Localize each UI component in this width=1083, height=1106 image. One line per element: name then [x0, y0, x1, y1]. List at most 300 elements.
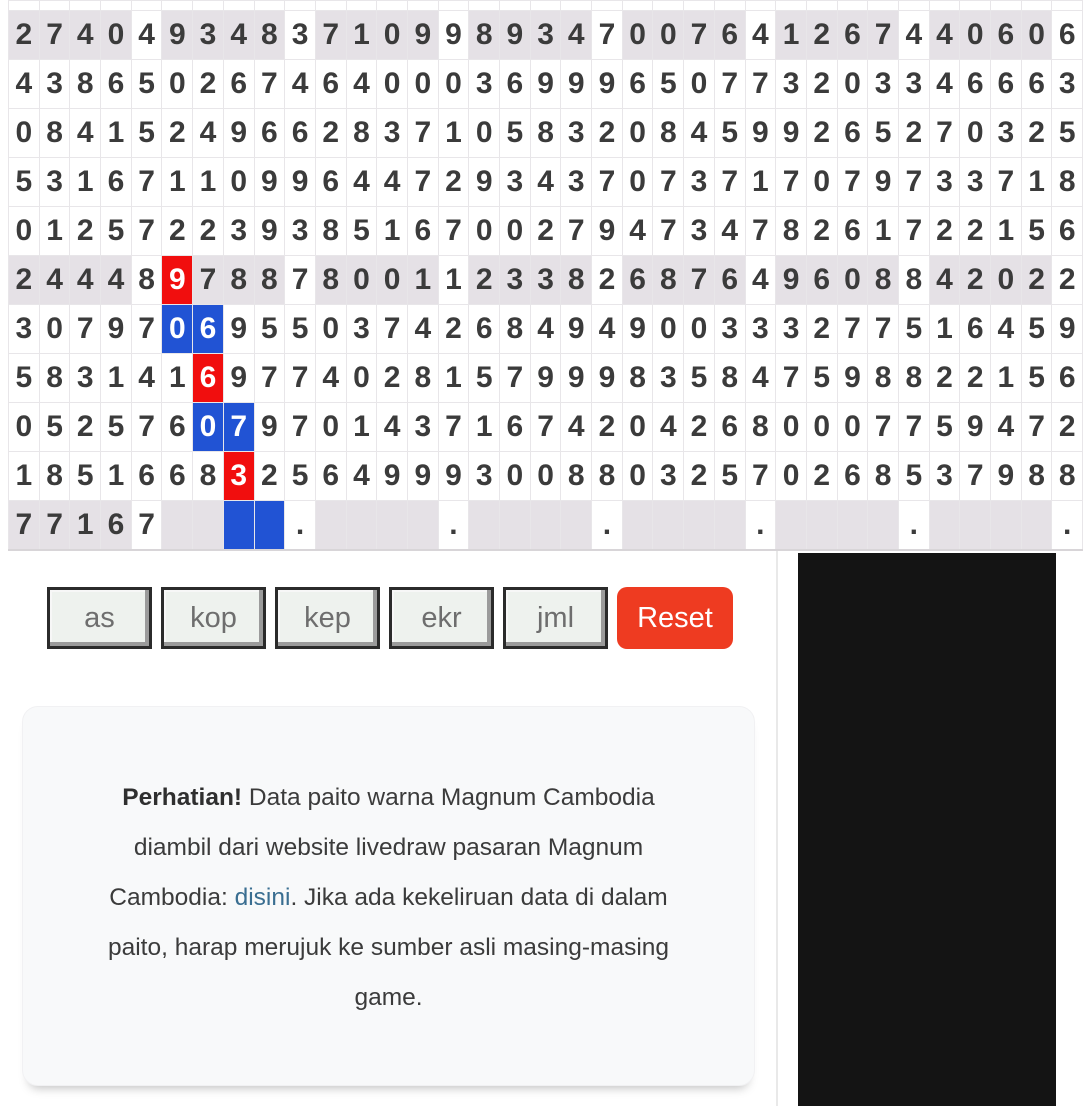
grid-cell: 0	[684, 60, 715, 109]
grid-cell: 3	[285, 207, 316, 256]
grid-cell: 6	[1021, 60, 1052, 109]
grid-cell	[929, 501, 960, 551]
grid-cell: 8	[193, 452, 224, 501]
grid-cell: 0	[39, 305, 70, 354]
grid-cell: 4	[193, 109, 224, 158]
grid-cell: 3	[469, 452, 500, 501]
grid-cell	[162, 501, 193, 551]
grid-cell: 0	[622, 158, 653, 207]
grid-cell	[714, 1, 745, 11]
grid-cell: 1	[70, 501, 101, 551]
grid-cell: 3	[960, 158, 991, 207]
grid-cell: 6	[622, 60, 653, 109]
grid-cell: 4	[285, 60, 316, 109]
reset-button[interactable]: Reset	[617, 587, 733, 649]
bottom-section	[0, 551, 1056, 1106]
grid-cell: 3	[469, 60, 500, 109]
grid-cell: 8	[1052, 452, 1083, 501]
grid-cell: 0	[1021, 11, 1052, 60]
grid-cell: 1	[162, 158, 193, 207]
grid-cell: 4	[929, 60, 960, 109]
grid-cell: 8	[70, 60, 101, 109]
disini-link[interactable]: disini	[234, 884, 291, 911]
grid-cell	[653, 501, 684, 551]
filter-ekr-button[interactable]: ekr	[389, 587, 494, 649]
grid-cell: 7	[39, 11, 70, 60]
grid-cell: 3	[193, 11, 224, 60]
grid-cell: 6	[1052, 11, 1083, 60]
grid-cell: 6	[500, 60, 531, 109]
grid-cell: 0	[837, 256, 868, 305]
grid-cell: 7	[745, 60, 776, 109]
grid-cell	[561, 1, 592, 11]
grid-cell: 9	[377, 452, 408, 501]
grid-row	[9, 452, 1083, 501]
grid-cell: 7	[315, 11, 346, 60]
grid-cell: 3	[776, 305, 807, 354]
grid-cell: 8	[469, 11, 500, 60]
grid-cell: 8	[714, 354, 745, 403]
grid-cell: 0	[776, 452, 807, 501]
grid-cell: 3	[991, 109, 1022, 158]
grid-cell: 4	[315, 354, 346, 403]
grid-cell: 3	[653, 452, 684, 501]
grid-cell: 4	[377, 403, 408, 452]
grid-cell: 2	[70, 403, 101, 452]
grid-cell	[960, 501, 991, 551]
grid-cell	[1021, 501, 1052, 551]
grid-cell: 9	[438, 11, 469, 60]
grid-cell: 3	[530, 256, 561, 305]
grid-cell: 3	[346, 305, 377, 354]
grid-cell: 3	[561, 109, 592, 158]
grid-cell: 7	[193, 256, 224, 305]
grid-cell: 3	[39, 60, 70, 109]
grid-row	[9, 11, 1083, 60]
grid-cell: 8	[315, 256, 346, 305]
grid-cell: 9	[530, 354, 561, 403]
grid-cell: 1	[438, 354, 469, 403]
grid-cell: 9	[254, 403, 285, 452]
grid-cell: .	[898, 501, 929, 551]
grid-cell: 0	[837, 403, 868, 452]
grid-cell: 6	[101, 158, 132, 207]
grid-cell: 9	[991, 452, 1022, 501]
grid-cell: 5	[254, 305, 285, 354]
grid-cell: 0	[806, 403, 837, 452]
grid-cell: 7	[131, 305, 162, 354]
grid-cell: 2	[806, 452, 837, 501]
grid-cell: 3	[530, 11, 561, 60]
grid-cell: 7	[131, 501, 162, 551]
grid-cell: 7	[9, 501, 40, 551]
grid-cell: 1	[377, 207, 408, 256]
grid-cell: 9	[837, 354, 868, 403]
grid-cell: 2	[1021, 256, 1052, 305]
grid-cell: 6	[837, 11, 868, 60]
grid-cell: 9	[561, 305, 592, 354]
grid-cell: 9	[469, 158, 500, 207]
grid-cell: 8	[653, 109, 684, 158]
grid-cell: 8	[1052, 158, 1083, 207]
grid-cell: 6	[1052, 354, 1083, 403]
grid-cell: 0	[407, 60, 438, 109]
grid-cell: 2	[806, 305, 837, 354]
grid-cell: 4	[991, 305, 1022, 354]
grid-cell: 6	[1052, 207, 1083, 256]
grid-cell: 4	[714, 207, 745, 256]
grid-cell: 7	[285, 354, 316, 403]
grid-cell	[377, 1, 408, 11]
grid-cell: 6	[469, 305, 500, 354]
grid-cell: 9	[223, 354, 254, 403]
filter-buttons	[47, 587, 776, 649]
grid-cell: 3	[929, 158, 960, 207]
grid-cell: 9	[162, 256, 193, 305]
grid-cell: 7	[254, 354, 285, 403]
grid-cell: 2	[438, 158, 469, 207]
grid-cell: 9	[223, 305, 254, 354]
grid-cell: 4	[622, 207, 653, 256]
grid-cell: 7	[868, 403, 899, 452]
grid-cell	[592, 1, 623, 11]
grid-cell: 5	[131, 60, 162, 109]
grid-cell: 0	[684, 305, 715, 354]
grid-cell: 2	[1021, 109, 1052, 158]
grid-cell	[684, 501, 715, 551]
grid-cell: 7	[592, 158, 623, 207]
notice-text-after-link: . Jika ada kekeliruan data di dalam paito, harap merujuk ke sumber asli masing-masing game.	[107, 884, 670, 1011]
grid-cell: 5	[1052, 109, 1083, 158]
grid-cell: 0	[530, 452, 561, 501]
grid-cell: 7	[714, 60, 745, 109]
grid-cell	[162, 1, 193, 11]
filter-jml-button[interactable]: jml	[503, 587, 608, 649]
grid-cell: 7	[1021, 403, 1052, 452]
grid-cell	[530, 1, 561, 11]
grid-cell: 4	[223, 11, 254, 60]
grid-cell: 6	[101, 60, 132, 109]
grid-cell: 5	[898, 452, 929, 501]
grid-cell: 0	[162, 305, 193, 354]
grid-cell: 6	[254, 109, 285, 158]
grid-cell: 0	[162, 60, 193, 109]
grid-cell: 7	[837, 305, 868, 354]
grid-cell: 7	[898, 158, 929, 207]
grid-cell: 3	[500, 256, 531, 305]
grid-cell: 9	[592, 207, 623, 256]
grid-cell: 7	[898, 403, 929, 452]
filter-kep-button[interactable]: kep	[275, 587, 380, 649]
grid-cell: 4	[346, 60, 377, 109]
grid-cell	[39, 1, 70, 11]
grid-cell: 6	[285, 109, 316, 158]
grid-cell: 8	[254, 11, 285, 60]
grid-cell: 1	[346, 11, 377, 60]
grid-cell: 6	[806, 256, 837, 305]
grid-cell: 8	[653, 256, 684, 305]
grid-cell: 7	[684, 256, 715, 305]
grid-cell: 4	[70, 11, 101, 60]
grid-cell: 2	[438, 305, 469, 354]
grid-cell: 1	[776, 11, 807, 60]
grid-cell: 9	[223, 109, 254, 158]
grid-cell	[868, 1, 899, 11]
grid-cell: 7	[898, 207, 929, 256]
grid-cell	[622, 501, 653, 551]
grid-cell: 1	[438, 109, 469, 158]
grid-cell: .	[745, 501, 776, 551]
grid-cell: 1	[193, 158, 224, 207]
grid-cell: 4	[131, 354, 162, 403]
grid-cell	[438, 1, 469, 11]
grid-cell: 8	[745, 403, 776, 452]
grid-cell: 9	[500, 11, 531, 60]
grid-cell: 4	[407, 305, 438, 354]
grid-cell: 0	[653, 11, 684, 60]
grid-cell: 8	[898, 354, 929, 403]
grid-cell: 8	[254, 256, 285, 305]
grid-cell	[806, 501, 837, 551]
grid-cell: 6	[714, 256, 745, 305]
grid-cell: 6	[315, 60, 346, 109]
grid-cell	[868, 501, 899, 551]
grid-cell: 8	[407, 354, 438, 403]
grid-cell: 1	[9, 452, 40, 501]
grid-cell: 8	[346, 109, 377, 158]
grid-cell: 7	[377, 305, 408, 354]
grid-cell: 1	[101, 452, 132, 501]
video-embed[interactable]	[798, 553, 1056, 1106]
grid-cell: 5	[929, 403, 960, 452]
grid-cell: 6	[991, 60, 1022, 109]
grid-cell	[991, 501, 1022, 551]
grid-cell: 2	[193, 60, 224, 109]
grid-cell: 5	[1021, 354, 1052, 403]
grid-cell: 2	[806, 11, 837, 60]
grid-cell: 9	[561, 60, 592, 109]
grid-cell: 8	[868, 256, 899, 305]
grid-cell: 7	[592, 11, 623, 60]
grid-cell	[407, 1, 438, 11]
grid-cell	[1021, 1, 1052, 11]
grid-cell: 3	[561, 158, 592, 207]
grid-cell: 4	[745, 256, 776, 305]
grid-row	[9, 305, 1083, 354]
grid-cell: 5	[469, 354, 500, 403]
grid-cell: 2	[162, 109, 193, 158]
grid-cell: 0	[622, 109, 653, 158]
grid-cell: 4	[9, 60, 40, 109]
grid-cell: 1	[745, 158, 776, 207]
grid-cell: 8	[315, 207, 346, 256]
grid-cell: 1	[101, 354, 132, 403]
grid-cell: 7	[960, 452, 991, 501]
grid-cell: 0	[776, 403, 807, 452]
grid-cell: 3	[745, 305, 776, 354]
grid-cell: 9	[285, 158, 316, 207]
grid-cell	[991, 1, 1022, 11]
grid-cell: 7	[684, 11, 715, 60]
grid-cell: 5	[1021, 305, 1052, 354]
grid-cell: 3	[684, 158, 715, 207]
grid-cell: 5	[39, 403, 70, 452]
grid-cell: 7	[285, 403, 316, 452]
grid-cell: 3	[223, 207, 254, 256]
grid-cell: 4	[745, 11, 776, 60]
grid-cell: 4	[346, 452, 377, 501]
grid-cell: 6	[131, 452, 162, 501]
grid-cell: 5	[101, 207, 132, 256]
grid-cell: 1	[101, 109, 132, 158]
paito-grid	[8, 0, 1083, 551]
grid-cell: 2	[684, 452, 715, 501]
grid-cell: 5	[806, 354, 837, 403]
grid-cell: 7	[254, 60, 285, 109]
grid-cell: 7	[929, 109, 960, 158]
grid-cell: 9	[438, 452, 469, 501]
grid-cell: 2	[806, 60, 837, 109]
grid-cell: 6	[960, 60, 991, 109]
grid-cell: 0	[622, 11, 653, 60]
grid-cell: 0	[315, 403, 346, 452]
grid-cell: 3	[929, 452, 960, 501]
grid-cell: 1	[70, 158, 101, 207]
grid-cell: 3	[9, 305, 40, 354]
grid-cell	[254, 501, 285, 551]
grid-cell	[469, 501, 500, 551]
grid-cell: 7	[407, 158, 438, 207]
grid-cell: 5	[653, 60, 684, 109]
grid-cell	[223, 501, 254, 551]
grid-cell: 4	[70, 109, 101, 158]
grid-cell: 4	[592, 305, 623, 354]
grid-cell: 9	[162, 11, 193, 60]
grid-cell: 4	[530, 158, 561, 207]
grid-cell: 1	[346, 403, 377, 452]
filter-kop-button[interactable]: kop	[161, 587, 266, 649]
grid-cell: 6	[162, 403, 193, 452]
grid-cell: 9	[592, 60, 623, 109]
grid-cell: 0	[500, 452, 531, 501]
grid-cell: 3	[868, 60, 899, 109]
grid-cell: 7	[131, 207, 162, 256]
grid-cell: 7	[39, 501, 70, 551]
grid-cell	[70, 1, 101, 11]
grid-cell: 0	[837, 60, 868, 109]
grid-cell: 7	[561, 207, 592, 256]
grid-cell: 0	[991, 256, 1022, 305]
filter-as-button[interactable]: as	[47, 587, 152, 649]
grid-cell: 2	[592, 109, 623, 158]
grid-cell: 6	[193, 305, 224, 354]
grid-cell: .	[285, 501, 316, 551]
grid-cell: 0	[377, 256, 408, 305]
grid-cell: 7	[438, 403, 469, 452]
grid-cell: 7	[131, 158, 162, 207]
grid-cell: 4	[653, 403, 684, 452]
grid-cell: 2	[377, 354, 408, 403]
grid-cell: 6	[407, 207, 438, 256]
grid-cell: 5	[101, 403, 132, 452]
grid-cell: 9	[101, 305, 132, 354]
grid-cell	[653, 1, 684, 11]
grid-cell: 4	[929, 11, 960, 60]
grid-cell: 6	[960, 305, 991, 354]
grid-cell: 3	[776, 60, 807, 109]
grid-cell: 4	[530, 305, 561, 354]
grid-cell: 5	[898, 305, 929, 354]
grid-cell	[622, 1, 653, 11]
grid-cell: 1	[991, 354, 1022, 403]
grid-cell: 7	[530, 403, 561, 452]
grid-cell: 6	[315, 158, 346, 207]
grid-cell: 2	[960, 207, 991, 256]
grid-cell: 2	[592, 403, 623, 452]
grid-cell: 4	[346, 158, 377, 207]
grid-cell: 4	[101, 256, 132, 305]
grid-cell: 2	[806, 109, 837, 158]
left-column	[0, 551, 778, 1106]
grid-cell	[776, 1, 807, 11]
grid-cell: 6	[837, 452, 868, 501]
grid-cell	[469, 1, 500, 11]
grid-row	[9, 501, 1083, 551]
grid-cell: 0	[377, 60, 408, 109]
grid-cell: 5	[285, 452, 316, 501]
grid-cell: 5	[9, 354, 40, 403]
grid-row	[9, 109, 1083, 158]
grid-cell	[960, 1, 991, 11]
grid-cell: 9	[254, 158, 285, 207]
grid-cell	[9, 1, 40, 11]
grid-cell: 7	[653, 207, 684, 256]
grid-cell	[315, 1, 346, 11]
grid-cell: 2	[1052, 403, 1083, 452]
grid-cell: 9	[622, 305, 653, 354]
grid-cell: 6	[223, 60, 254, 109]
grid-cell: 6	[714, 11, 745, 60]
grid-cell: 9	[745, 109, 776, 158]
grid-cell: 0	[9, 109, 40, 158]
grid-cell: 2	[162, 207, 193, 256]
grid-cell: 4	[70, 256, 101, 305]
grid-cell: 9	[254, 207, 285, 256]
grid-cell: 0	[500, 207, 531, 256]
grid-cell: 0	[223, 158, 254, 207]
grid-cell	[837, 1, 868, 11]
notice-bold-label: Perhatian!	[122, 784, 243, 811]
paito-grid-body	[9, 1, 1083, 551]
grid-cell: 5	[714, 109, 745, 158]
grid-cell	[929, 1, 960, 11]
grid-cell: 5	[9, 158, 40, 207]
grid-cell	[131, 1, 162, 11]
grid-cell: 9	[776, 109, 807, 158]
grid-cell: 0	[193, 403, 224, 452]
grid-cell: 6	[837, 207, 868, 256]
grid-cell: 9	[561, 354, 592, 403]
grid-cell: 1	[1021, 158, 1052, 207]
grid-cell: 2	[70, 207, 101, 256]
grid-cell: 8	[39, 452, 70, 501]
grid-cell: 0	[806, 158, 837, 207]
grid-row	[9, 256, 1083, 305]
grid-cell: 9	[407, 11, 438, 60]
grid-cell	[561, 501, 592, 551]
grid-cell: 8	[530, 109, 561, 158]
grid-cell: 4	[745, 354, 776, 403]
